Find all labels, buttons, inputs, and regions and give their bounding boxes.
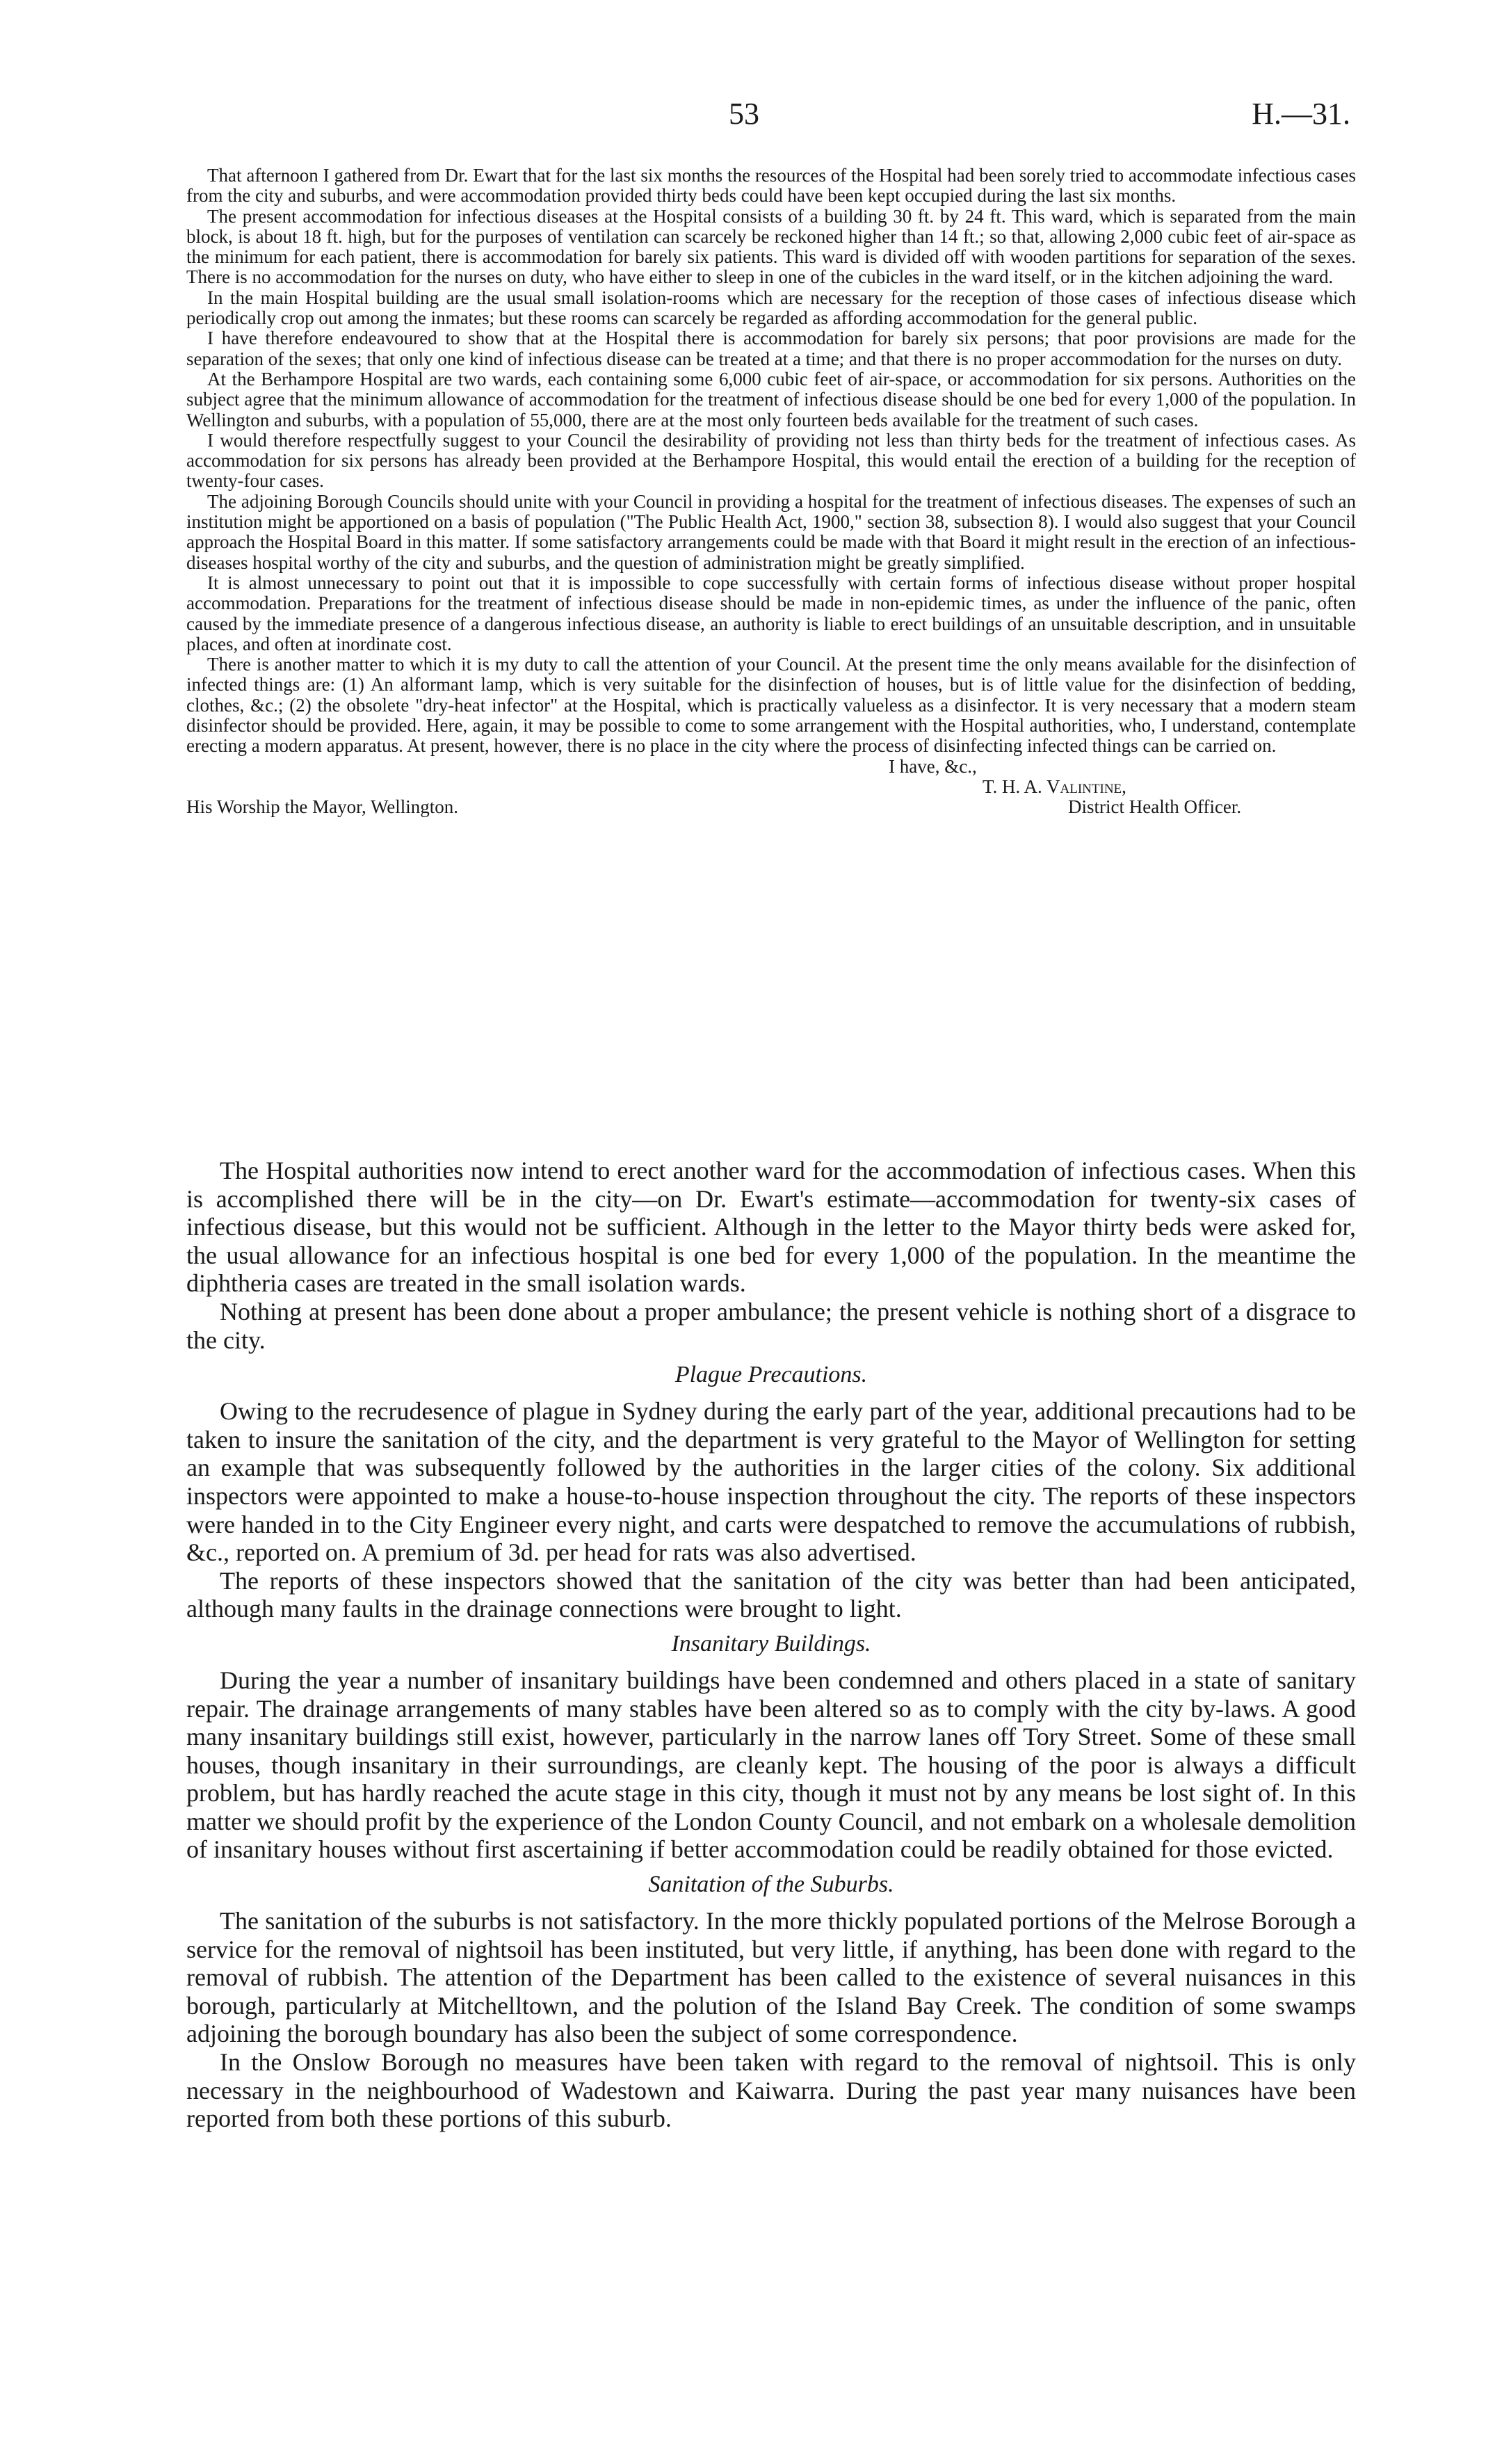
signer-title: District Health Officer. xyxy=(1068,796,1242,817)
page-header xyxy=(0,96,1495,138)
quoted-letter xyxy=(186,166,1356,818)
body-paragraph: Nothing at present has been done about a proper ambulance; the present vehicle is nothing short of a disgrace to the city. xyxy=(186,1297,1356,1354)
section-heading-insanitary-buildings: Insanitary Buildings. xyxy=(671,1630,871,1657)
letter-signoff xyxy=(186,757,1356,818)
letter-closing: I have, &c., xyxy=(889,755,977,777)
document-reference: H.—31. xyxy=(1252,97,1350,131)
letter-addressee: His Worship the Mayor, Wellington. xyxy=(186,796,459,817)
letter-paragraph: It is almost unnecessary to point out that it is impossible to cope successfully with certain forms of infectious disease without proper hospital accommodation. Preparations for the treatment of infectious disease should be made in non-epidemic times, as under the influence of the panic, often caused by the immediate presence of a dangerous infectious disease, an authority is liable to erect buildings of an unsuitable description, and in unsuitable places, and often at inordinate cost. xyxy=(186,572,1356,654)
letter-paragraph: The present accommodation for infectious diseases at the Hospital consists of a building 30 ft. by 24 ft. This ward, which is separated from the main block, is about 18 ft. high, but for the purposes of ventilation can scarcely be reckoned higher than 14 ft.; so that, allowing 2,000 cubic feet of air-space as the minimum for each patient, there is accommodation for barely six patients. This ward is divided off with wooden partitions for separation of the sexes. There is no accommodation for the nurses on duty, who have either to sleep in one of the cubicles in the ward itself, or in the kitchen adjoining the ward. xyxy=(186,205,1356,288)
letter-paragraph: At the Berhampore Hospital are two wards, each containing some 6,000 cubic feet of air-space, or accommodation for six persons. Authorities on the subject agree that the minimum allowance of accommodation for the treatment of infectious disease should be one bed for every 1,000 of the population. In Wellington and suburbs, with a population of 55,000, there are at the most only fourteen beds available for the treatment of such cases. xyxy=(186,368,1356,430)
body-paragraph: In the Onslow Borough no measures have been taken with regard to the removal of nightsoil. This is only necessary in the neighbourhood of Wadestown and Kaiwarra. During the past year many nuisances have been reported from both these portions of this suburb. xyxy=(186,2048,1356,2133)
body-paragraph: Owing to the recrudesence of plague in Sydney during the early part of the year, additional precautions had to be taken to insure the sanitation of the city, and the department is very grateful to the Mayor of Wellington for setting an example that was subsequently followed by the authorities in the larger cities of the colony. Six additional inspectors were appointed to make a house-to-house inspection throughout the city. The reports of these inspectors were handed in to the City Engineer every night, and carts were despatched to remove the accumulations of rubbish, &c., reported on. A premium of 3d. per head for rats was also advertised. xyxy=(186,1397,1356,1567)
letter-signer: T. H. A. Valintine, xyxy=(983,775,1126,797)
body-paragraph: The Hospital authorities now intend to erect another ward for the accommodation of infectious cases. When this is accomplished there will be in the city—on Dr. Ewart's estimate—accommodation for twenty-six cases of infectious disease, but this would not be sufficient. Although in the letter to the Mayor thirty beds were asked for, the usual allowance for an infectious hospital is one bed for every 1,000 of the population. In the meantime the diphtheria cases are treated in the small isolation wards. xyxy=(186,1157,1356,1298)
body-paragraph: The sanitation of the suburbs is not satisfactory. In the more thickly populated portions of the Melrose Borough a service for the removal of nightsoil has been instituted, but very little, if anything, has been done with regard to the removal of rubbish. The attention of the Department has been called to the existence of several nuisances in this borough, particularly at Mitchelltown, and the polution of the Island Bay Creek. The condition of some swamps adjoining the borough boundary has also been the subject of some correspondence. xyxy=(186,1907,1356,2048)
section-heading-plague-precautions: Plague Precautions. xyxy=(674,1362,868,1388)
report-body xyxy=(186,1157,1356,2133)
letter-paragraph: There is another matter to which it is my duty to call the attention of your Council. At the present time the only means available for the disinfection of infected things are: (1) An alformant lamp, which is very suitable for the disinfection of houses, but is of little value for the disinfection of bedding, clothes, &c.; (2) the obsolete "dry-heat infector" at the Hospital, which is practically valueless as a disinfector. It is very necessary that a modern steam disinfector should be provided. Here, again, it may be possible to come to some arrangement with the Hospital authorities, who, I understand, contemplate erecting a modern apparatus. At present, however, there is no place in the city where the process of disinfecting infected things can be carried on. xyxy=(186,654,1356,757)
section-heading-sanitation-of-suburbs: Sanitation of the Suburbs. xyxy=(648,1871,894,1898)
letter-paragraph: That afternoon I gathered from Dr. Ewart that for the last six months the resources of the Hospital had been sorely tried to accommodate infectious cases from the city and suburbs, and were accommodation provided thirty beds could have been kept occupied during the last six months. xyxy=(186,165,1356,207)
letter-paragraph: In the main Hospital building are the usual small isolation-rooms which are necessary for the reception of those cases of infectious disease which periodically crop out among the inmates; but these rooms can scarcely be regarded as affording accommodation for the general public. xyxy=(186,287,1356,329)
page-number: 53 xyxy=(729,97,759,131)
body-paragraph: The reports of these inspectors showed that the sanitation of the city was better than had been anticipated, although many faults in the drainage connections were brought to light. xyxy=(186,1566,1356,1623)
letter-paragraph: I have therefore endeavoured to show that at the Hospital there is accommodation for barely six persons; that poor provisions are made for the separation of the sexes; that only one kind of infectious disease can be treated at a time; and that there is no proper accommodation for the nurses on duty. xyxy=(186,328,1356,369)
letter-paragraph: The adjoining Borough Councils should unite with your Council in providing a hospital for the treatment of infectious diseases. The expenses of such an institution might be apportioned on a basis of population ("The Public Health Act, 1900," section 38, subsection 8). I would also suggest that your Council approach the Hospital Board in this matter. If some satisfactory arrangements could be made with that Board it might result in the erection of an infectious-diseases hospital worthy of the city and suburbs, and the question of administration might be greatly simplified. xyxy=(186,490,1356,573)
letter-paragraph: I would therefore respectfully suggest to your Council the desirability of providing not less than thirty beds for the treatment of infectious cases. As accommodation for six persons has already been provided at the Berhampore Hospital, this would entail the erection of a building for the reception of twenty-four cases. xyxy=(186,429,1356,492)
body-paragraph: During the year a number of insanitary buildings have been condemned and others placed in a state of sanitary repair. The drainage arrangements of many stables have been altered so as to comply with the city by-laws. A good many insanitary buildings still exist, however, particularly in the narrow lanes off Tory Street. Some of these small houses, though insanitary in their surroundings, are cleanly kept. The housing of the poor is always a difficult problem, but has hardly reached the acute stage in this city, though it must not by any means be lost sight of. In this matter we should profit by the experience of the London County Council, and not embark on a wholesale demolition of insanitary houses without first ascertaining if better accommodation could be readily obtained for those evicted. xyxy=(186,1666,1356,1864)
